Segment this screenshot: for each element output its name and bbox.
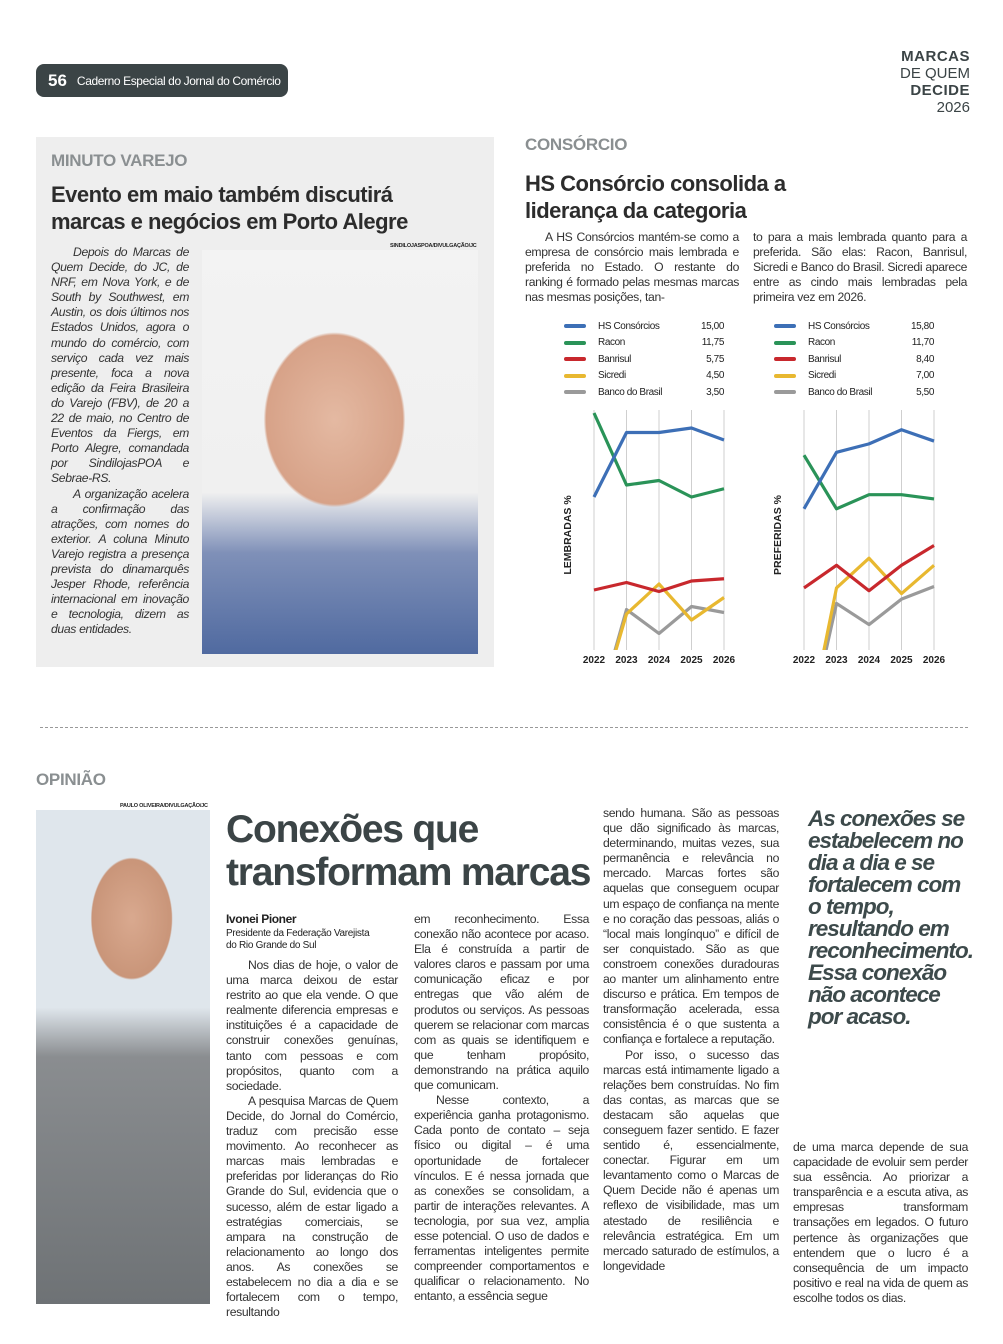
legend-item <box>774 384 934 401</box>
legend-swatch <box>564 357 586 361</box>
legend-item <box>774 351 934 368</box>
legend-swatch <box>564 324 586 328</box>
legend-swatch <box>564 390 586 394</box>
chart-preferidas <box>765 400 950 670</box>
section-kicker: OPINIÃO <box>36 770 106 789</box>
x-tick-label: 2024 <box>647 655 671 666</box>
legend-swatch <box>774 374 796 378</box>
legend-item <box>774 368 934 385</box>
legend-value: 15,00 <box>700 320 724 332</box>
y-axis-label: PREFERIDAS % <box>772 495 784 575</box>
photo-credit: SINDILOJASPOA/DIVULGAÇÃO/JC <box>390 243 477 249</box>
legend-value: 5,50 <box>916 386 934 398</box>
page-header-bar <box>36 64 288 97</box>
legend-value: 3,50 <box>706 386 724 398</box>
headline-line: transformam marcas <box>226 851 591 894</box>
paragraph: A pesquisa Marcas de Quem Decide, do Jornal do Comércio, traduz com precisão esse movimento. Ao reconhecer as marcas mais lembradas e preferidas por lideranças do Rio Grande do Sul, evidencia que o sucesso, além de estar ligado a estratégias comerciais, se ampara na construção de relacionamento ao longo dos anos. As conexões se estabelecem no dia a dia e se fortalecem com o tempo, resultando <box>226 1093 398 1320</box>
legend-item <box>564 351 724 368</box>
legend-item <box>774 335 934 352</box>
legend-label: Racon <box>808 337 835 349</box>
article-column: A HS Consórcios mantém-se como a empresa de consórcio mais lembrada e preferida no Estado. O restante do ranking é formado pelas mesmas marcas nas mesmas posições, tan- <box>525 230 739 305</box>
x-tick-label: 2026 <box>922 655 946 666</box>
legend-value: 15,80 <box>910 320 934 332</box>
x-tick-label: 2026 <box>712 655 736 666</box>
x-tick-label: 2023 <box>825 655 848 666</box>
legend-value: 11,70 <box>911 337 934 349</box>
legend-item <box>564 368 724 385</box>
logo-line: DECIDE <box>910 82 970 99</box>
paragraph: em reconhecimento. Essa conexão não acontece por acaso. Ela é construída a partir de valores claros e passam por uma comunicação eficaz e por entregas que vão além de produtos ou serviços. As pessoas querem se relacionar com marcas com as quais se identifiquem e que tenham propósito, demonstrando na prática aquilo que comunicam. <box>414 912 589 1093</box>
x-tick-label: 2025 <box>890 655 913 666</box>
article-body <box>51 245 189 657</box>
section-kicker: MINUTO VAREJO <box>51 151 188 170</box>
pull-quote: As conexões se estabelecem no dia a dia e se fortalecem com o tempo, resultando em reconhecimento. Essa conexão não acontece por acaso. <box>808 806 974 1029</box>
legend-swatch <box>774 390 796 394</box>
legend-swatch <box>774 341 796 345</box>
chart-lembradas <box>555 400 740 670</box>
legend-value: 4,50 <box>706 370 724 382</box>
paragraph: Nos dias de hoje, o valor de uma marca deixou de estar restrito ao que ela vende. O que realmente diferencia empresas e instituições é a capacidade de construir conexões genuínas, tanto com pessoas e com propósitos, quanto com a sociedade. <box>226 958 398 1093</box>
article-column <box>414 912 589 1308</box>
author-byline <box>226 912 398 951</box>
section-kicker: CONSÓRCIO <box>525 135 628 154</box>
article-column: de uma marca depende de sua capacidade de evoluir sem perder sua essência. Ao priorizar a transparência e a escuta ativa, as empresas transformam transações em legados. O futuro pertence às organizações que entendem que o lucro é a consequência de um impacto positivo e real na vida de quem as escolhe todos os dias. <box>793 1140 968 1305</box>
legend-value: 8,40 <box>916 353 934 365</box>
logo-line: MARCAS <box>901 48 970 65</box>
legend-label: Banrisul <box>808 353 841 365</box>
marcas-logo <box>880 48 970 116</box>
legend-label: Banrisul <box>598 353 631 365</box>
article-column <box>603 806 779 1308</box>
logo-line: DE QUEM <box>899 65 970 82</box>
paragraph: sendo humana. São as pessoas que dão significado às marcas, determinando, muitas vezes, sua permanência e relevância no mercado. Marcas fortes são aquelas que conseguem ocupar um espaço de confiança na mente e no coração das pessoas, aliás o “local mais longínquo” e difícil de ser conquistado. São as que constroem conexões duradouras ao manter um alinhamento entre discurso e prática. Em tempos de transformação acelerada, essa consistência é o que sustenta a confiança e fortalece a reputação. <box>603 806 779 1047</box>
article-column: to para a mais lembrada quanto para a preferida. São elas: Racon, Banrisul, Sicredi e Banco do Brasil. Sicredi aparece entre as cindo mais lembradas pela primeira vez em 2026. <box>753 230 967 305</box>
legend-item <box>774 318 934 335</box>
chart-legend-preferidas <box>774 318 934 401</box>
chart-legend-lembradas <box>564 318 724 401</box>
logo-year: 2026 <box>936 99 970 116</box>
opinion-headline <box>226 808 590 894</box>
legend-swatch <box>564 341 586 345</box>
x-tick-label: 2022 <box>792 655 816 666</box>
author-name: Ivonei Pioner <box>226 912 297 926</box>
section-name: Caderno Especial do Jornal do Comércio <box>76 73 281 88</box>
paragraph: Nesse contexto, a experiência ganha protagonismo. Cada ponto de contato – seja físico ou digital – é uma oportunidade de fortalecer vínculos. E é nessa jornada que as conexões se consolidam, a partir de interações relevantes. A tecnologia, por sua vez, amplia esse potencial. O uso de dados e ferramentas inteligentes permite compreender comportamentos e qualificar o relacionamento. No entanto, a essência segue <box>414 1093 589 1304</box>
x-tick-label: 2024 <box>857 655 881 666</box>
headline-line: Conexões que <box>226 808 479 851</box>
x-tick-label: 2023 <box>615 655 638 666</box>
legend-swatch <box>774 324 796 328</box>
legend-label: Banco do Brasil <box>598 386 663 398</box>
article-headline: Evento em maio também discutirá marcas e negócios em Porto Alegre <box>51 182 408 234</box>
legend-label: Sicredi <box>598 370 626 382</box>
x-tick-label: 2025 <box>680 655 703 666</box>
paragraph: Por isso, o sucesso das marcas está intimamente ligado a relações bem construídas. No fim das contas, as marcas que se destacam são aquelas que conseguem fazer sentido. E fazer sentido é, essencialmente, conectar. Figurar em um levantamento como o Marcas de Quem Decide não é apenas um reflexo de visibilidade, mas um atestado de resiliência e relevância estratégica. Em um mercado saturado de estímulos, a longevidade <box>603 1047 779 1273</box>
paragraph: A organização acelera a confirmação das atrações, com nomes do exterior. A coluna Minuto Varejo registra a presença prevista do dinamarquês Jesper Rhode, referência internacional em inovação e tecnologia, dizem as duas entidades. <box>51 486 189 637</box>
legend-value: 11,75 <box>701 337 724 349</box>
author-photo <box>36 810 210 1304</box>
legend-label: Sicredi <box>808 370 836 382</box>
legend-value: 5,75 <box>706 353 724 365</box>
article-headline: HS Consórcio consolida a liderança da categoria <box>525 171 786 223</box>
legend-item <box>564 384 724 401</box>
section-divider <box>40 727 968 728</box>
page-number: 56 <box>48 70 67 90</box>
portrait-photo <box>202 250 478 654</box>
legend-label: Racon <box>598 337 625 349</box>
y-axis-label: LEMBRADAS % <box>562 495 574 575</box>
legend-swatch <box>774 357 796 361</box>
article-column <box>226 958 398 1320</box>
legend-value: 7,00 <box>916 370 934 382</box>
photo-credit: PAULO OLIVEIRA/DIVULGAÇÃO/JC <box>120 803 208 809</box>
paragraph: Depois do Marcas de Quem Decide, do JC, de NRF, em Nova York, e de South by Southwest, em Austin, os dois últimos nos Estados Unidos, agora o mundo do comércio, com serviço cada vez mais presente, foca a nova edição da Feira Brasileira do Varejo (FBV), de 20 a 22 de maio, no Centro de Eventos da Fiergs, em Porto Alegre, comandada por SindilojasPOA e Sebrae-RS. <box>51 245 189 486</box>
legend-swatch <box>564 374 586 378</box>
legend-label: HS Consórcios <box>808 320 870 332</box>
legend-item <box>564 335 724 352</box>
legend-label: Banco do Brasil <box>808 386 873 398</box>
legend-item <box>564 318 724 335</box>
author-role: Presidente da Federação Varejista do Rio Grande do Sul <box>226 928 370 951</box>
x-tick-label: 2022 <box>582 655 606 666</box>
legend-label: HS Consórcios <box>598 320 660 332</box>
